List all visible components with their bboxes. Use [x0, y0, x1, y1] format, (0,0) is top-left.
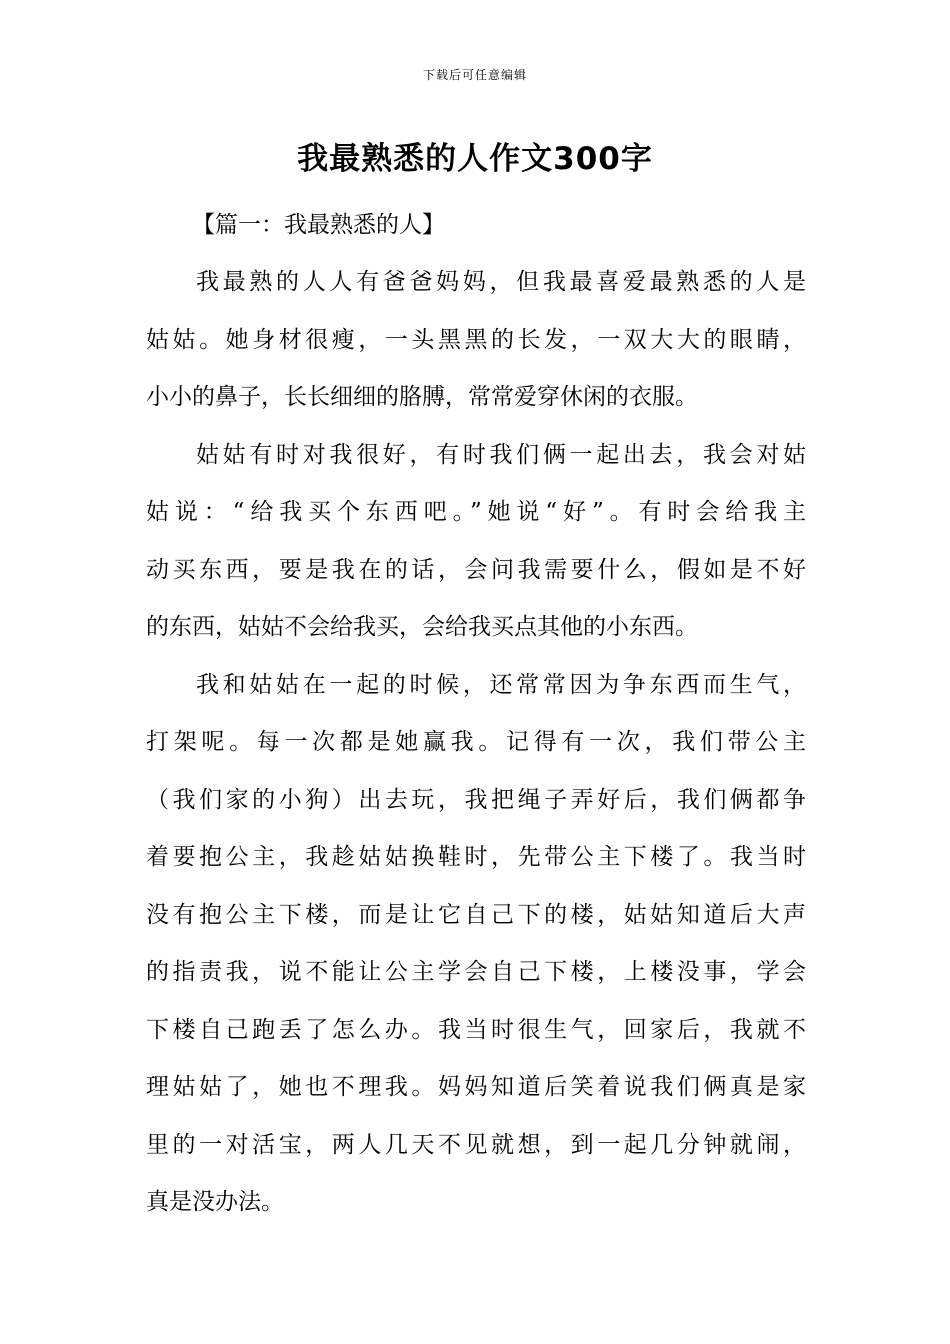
paragraph-line: 打架呢。每一次都是她赢我。记得有一次，我们带公主 — [146, 729, 806, 755]
document-title: 我最熟悉的人作文300字 — [297, 141, 653, 177]
paragraph-line: 着要抱公主，我趁姑姑换鞋时，先带公主下楼了。我当时 — [146, 844, 806, 870]
paragraph-line: 理姑姑了，她也不理我。妈妈知道后笑着说我们俩真是家 — [146, 1074, 806, 1100]
header-note: 下载后可任意编辑 — [422, 68, 527, 82]
paragraph-line: 姑说：“给我买个东西吧。”她说“好”。有时会给我主 — [146, 499, 806, 525]
paragraph-line: 小小的鼻子，长长细细的胳膊，常常爱穿休闲的衣服。 — [146, 384, 698, 410]
section-heading: 【篇一：我最熟悉的人】 — [192, 212, 445, 238]
paragraph-line: 姑姑有时对我很好，有时我们俩一起出去，我会对姑 — [196, 441, 806, 468]
paragraph-line: 我和姑姑在一起的时候，还常常因为争东西而生气， — [196, 671, 806, 698]
document-body — [146, 196, 806, 1232]
paragraph-line: 没有抱公主下楼，而是让它自己下的楼，姑姑知道后大声 — [146, 901, 806, 928]
paragraph-line: 真是没办法。 — [146, 1189, 284, 1215]
paragraph-line: （我们家的小狗）出去玩，我把绳子弄好后，我们俩都争 — [146, 786, 806, 813]
paragraph-1 — [146, 254, 806, 427]
paragraph-line: 下楼自己跑丢了怎么办。我当时很生气，回家后，我就不 — [146, 1016, 806, 1043]
paragraph-line: 姑姑。她身材很瘦，一头黑黑的长发，一双大大的眼睛， — [146, 326, 806, 353]
paragraph-line: 我最熟的人人有爸爸妈妈，但我最喜爱最熟悉的人是 — [196, 269, 806, 295]
paragraph-line: 动买东西，要是我在的话，会问我需要什么，假如是不好 — [146, 556, 806, 583]
paragraph-line: 的东西，姑姑不会给我买，会给我买点其他的小东西。 — [146, 614, 698, 640]
paragraph-3 — [146, 657, 806, 1232]
paragraph-2 — [146, 427, 806, 657]
paragraph-line: 里的一对活宝，两人几天不见就想，到一起几分钟就闹， — [146, 1131, 806, 1158]
paragraph-line: 的指责我，说不能让公主学会自己下楼，上楼没事，学会 — [146, 959, 806, 985]
